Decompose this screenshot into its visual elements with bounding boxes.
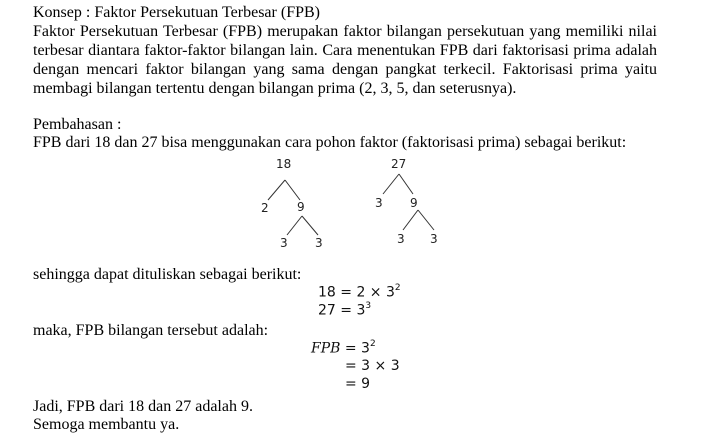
concept-title: Konsep : Faktor Persekutuan Terbesar (FPB)	[33, 4, 320, 21]
fpb-step-3: = 9	[345, 376, 371, 392]
tree-node: 3	[397, 232, 405, 246]
tree-node: 3	[280, 236, 288, 250]
tree-node-root: 18	[276, 157, 292, 171]
written-as-text: sehingga dapat dituliskan sebagai berikut:	[33, 266, 302, 283]
fpb-intro-text: maka, FPB bilangan tersebut adalah:	[33, 322, 269, 339]
fpb-step-1: FPB = $3^2$	[311, 339, 376, 357]
tree-node: 2	[261, 201, 269, 215]
tree-node: 3	[375, 196, 383, 210]
tree-node-root: 27	[391, 157, 407, 171]
fpb-step-2: = 3 × 3	[345, 358, 400, 374]
conclusion-text: Jadi, FPB dari 18 dan 27 adalah 9.	[33, 398, 253, 415]
closing-text: Semoga membantu ya.	[33, 416, 180, 433]
tree-node: 9	[297, 200, 305, 214]
discussion-intro: FPB dari 18 dan 27 bisa menggunakan cara pohon faktor (faktorisasi prima) sebagai berikut:	[33, 134, 627, 151]
factorization-27: $27 = 3^3$	[318, 301, 372, 319]
concept-line: Faktor Persekutuan Terbesar (FPB) merupakan faktor bilangan persekutuan yang memiliki nilai	[33, 23, 657, 40]
concept-line: dengan mencari faktor bilangan yang sama dengan pangkat terkecil. Faktorisasi prima yaitu	[33, 61, 657, 78]
tree-node: 9	[410, 196, 418, 210]
factorization-18: $18 = 2 \times 3^2$	[318, 283, 401, 301]
discussion-heading: Pembahasan :	[33, 116, 122, 133]
tree-node: 3	[315, 236, 323, 250]
tree-node: 3	[430, 232, 438, 246]
concept-line: membagi bilangan tertentu dengan bilangan prima (2, 3, 5, dan seterusnya).	[33, 80, 517, 97]
concept-line: terbesar diantara faktor-faktor bilangan lain. Cara menentukan FPB dari faktorisasi prima adalah	[33, 42, 657, 59]
